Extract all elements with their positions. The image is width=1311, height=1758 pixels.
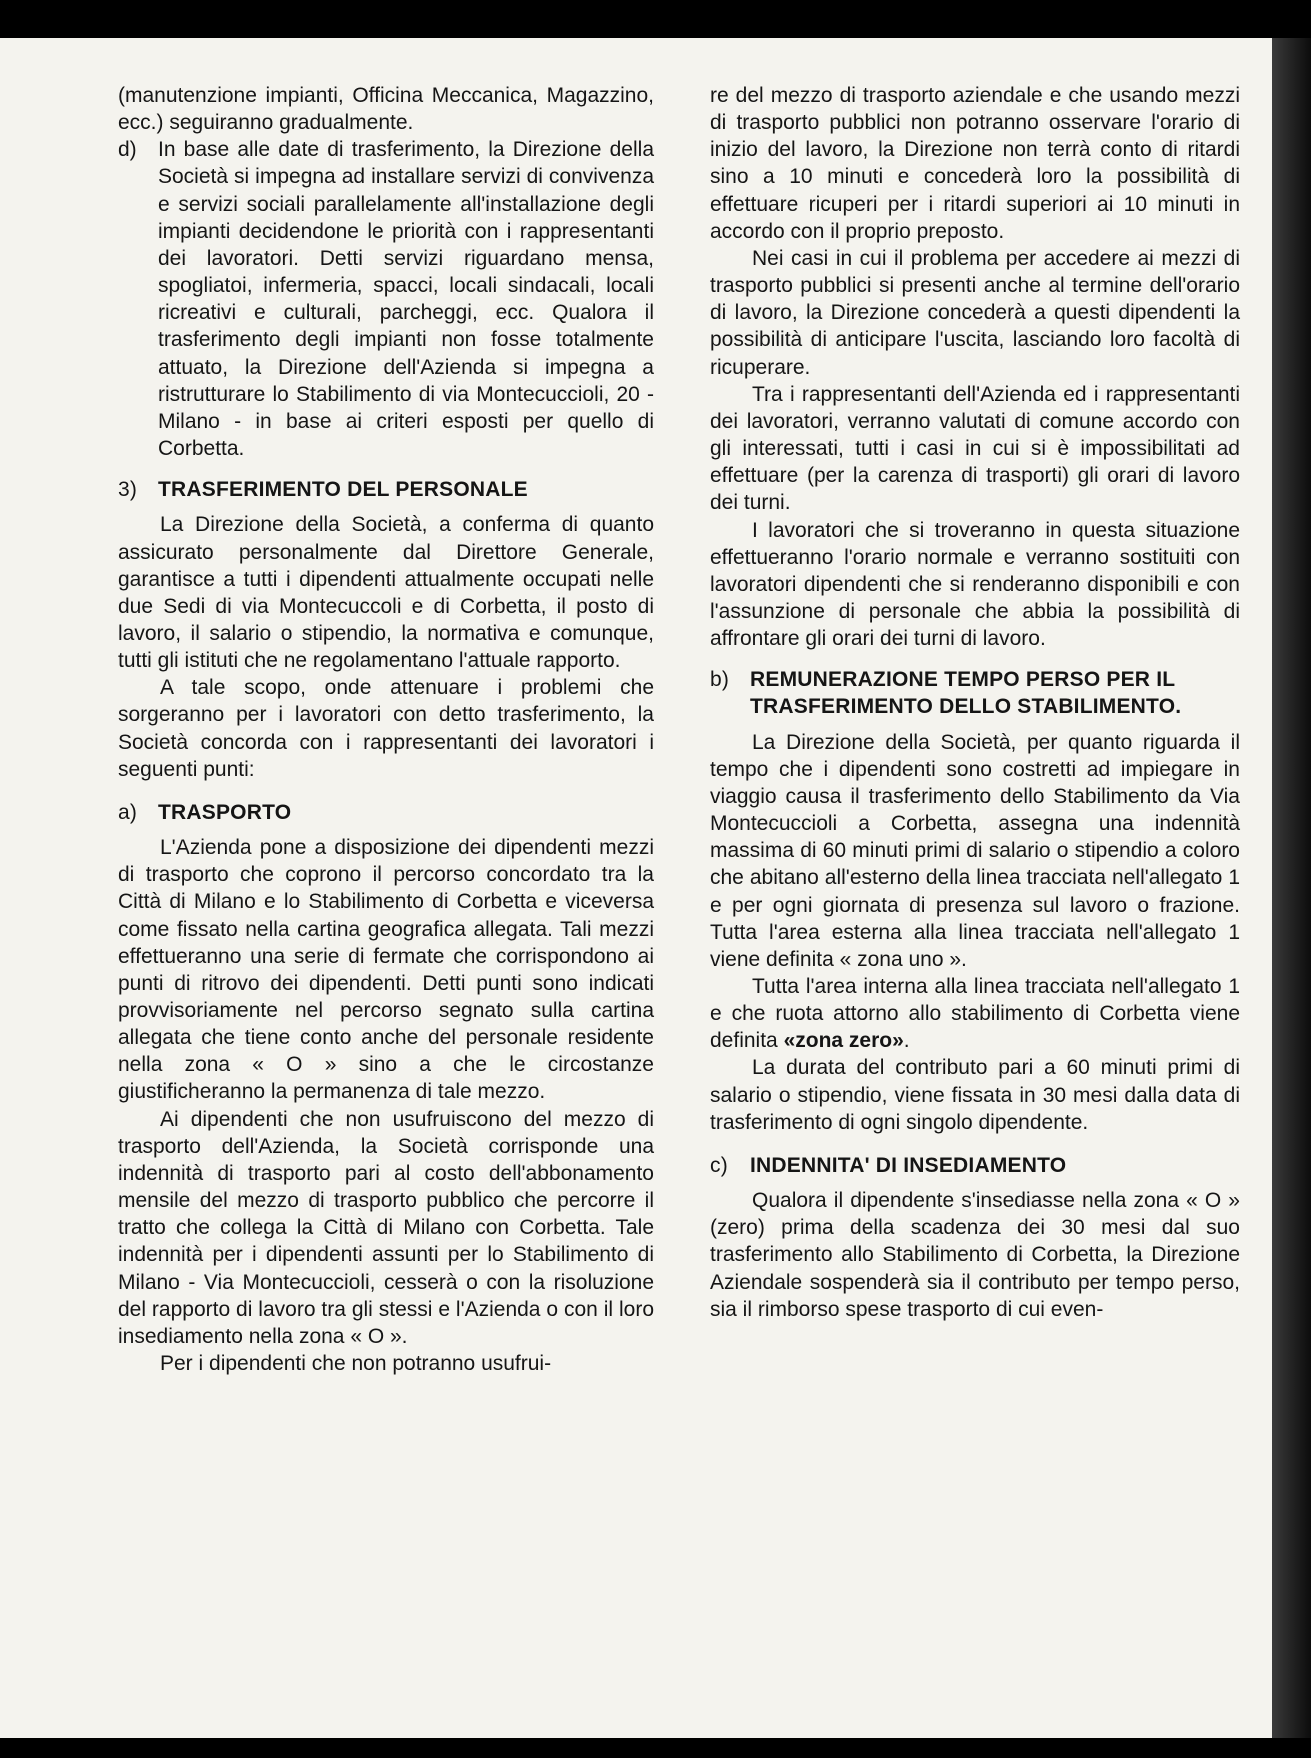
paragraph-r-3: Tra i rappresentanti dell'Azienda ed i rappresentanti dei lavoratori, verranno valutati di comune accordo con gli interessati, tutti i casi in cui si è impossibilitati ad effettuare (per la carenza di trasporti) gli orari di lavoro dei turni. [710,382,1240,515]
paragraph-b-2 [710,973,1240,1054]
zona-zero-term: «zona zero» [783,1029,904,1053]
paragraph-r-1: re del mezzo di trasporto aziendale e che usando mezzi di trasporto pubblici non potranno osservare l'orario di inizio del lavoro, la Direzione non terrà conto di ritardi sino a 10 minuti e concederà loro la possibilità di effettuare ricuperi per i ritardi superiori ai 10 minuti in accordo con il proprio preposto. [710,84,1240,243]
paragraph-b-3: La durata del contributo pari a 60 minuti primi di salario o stipendio, viene fissata in 30 mesi dalla data di trasferimento di ogni singolo dipendente. [710,1056,1240,1134]
right-column [710,82,1240,1323]
document-page [0,38,1272,1738]
paragraph-3-1: La Direzione della Società, a conferma di quanto assicurato personalmente dal Direttore Generale, garantisce a tutti i dipendenti attualmente occupati nelle due Sedi di via Montecuccoli e di Corbetta, il posto di lavoro, il salario o stipendio, la normativa e comunque, tutti gli istituti che ne regolamentano l'attuale rapporto. [118,513,654,673]
paragraph-b-1: La Direzione della Società, per quanto riguarda il tempo che i dipendenti sono costretti ad impiegare in viaggio causa il trasferimento dello Stabilimento da Via Montecuccioli a Corbetta, assegna una indennità massima di 60 minuti primi di salario o stipendio a coloro che abitano all'esterno della linea tracciata nell'allegato 1 e per ogni giornata di presenza sul lavoro o frazione. Tutta l'area esterna alla linea tracciata nell'allegato 1 viene definita « zona uno ». [710,730,1240,971]
paragraph-a-3: Per i dipendenti che non potranno usufrui- [160,1352,552,1376]
paragraph-3-2: A tale scopo, onde attenuare i problemi che sorgeranno per i lavoratori con detto trasferimento, la Società concorda con i rappresentanti dei lavoratori i seguenti punti: [118,676,654,781]
item-d-label: d) [118,138,137,162]
subsection-a-title: TRASPORTO [158,800,292,824]
subsection-b-label: b) [710,668,730,692]
subsection-a-label: a) [118,800,138,824]
section-3-heading [118,476,654,503]
item-d [118,136,654,462]
subsection-a-heading [118,799,654,826]
item-d-text: In base alle date di trasferimento, la Direzione della Società si impegna ad installare servizi di convivenza e servizi sociali parallelamente all'installazione degli impianti decidendone le priorità con i rappresentanti dei lavoratori. Detti servizi riguardano mensa, spogliatoi, infermeria, spacci, locali sindacali, locali ricreativi e culturali, parcheggi, ecc. Qualora il trasferimento degli impianti non fosse totalmente attuato, la Direzione dell'Azienda si impegna a ristrutturare lo Stabilimento di via Montecuccioli, 20 - Milano - in base ai criteri esposti per quello di Corbetta. [158,138,654,461]
paragraph-intro: (manutenzione impianti, Officina Meccanica, Magazzino, ecc.) seguiranno gradualmente. [118,84,654,135]
paragraph-r-2: Nei casi in cui il problema per accedere ai mezzi di trasporto pubblici si presenti anche al termine dell'orario di lavoro, la Direzione concederà a questi dipendenti la possibilità di anticipare l'uscita, lasciando loro facoltà di ricuperare. [710,246,1240,379]
paragraph-b-2-text: Tutta l'area interna alla linea tracciata nell'allegato 1 e che ruota attorno allo stabilimento di Corbetta viene definita [710,975,1240,1053]
subsection-c-heading [710,1152,1240,1179]
left-column [118,82,654,1377]
subsection-c-title: INDENNITA' DI INSEDIAMENTO [750,1153,1067,1177]
paragraph-a-1: L'Azienda pone a disposizione dei dipendenti mezzi di trasporto che coprono il percorso concordato tra la Città di Milano e lo Stabilimento di Corbetta e viceversa come fissato nella cartina geografica allegata. Tali mezzi effettueranno una serie di fermate che corrispondono ai punti di ritrovo dei dipendenti. Detti punti sono indicati provvisoriamente nel percorso segnato sulla cartina allegata che tiene conto anche del personale residente nella zona « O » sino a che le circostanze giustificheranno la permanenza di tale mezzo. [118,836,654,1104]
subsection-b-heading [710,666,1240,720]
paragraph-b-2-end: . [903,1029,910,1053]
section-3-label: 3) [118,478,138,502]
page-edge-shadow [1272,38,1311,1738]
subsection-b-title: REMUNERAZIONE TEMPO PERSO PER IL TRASFERIMENTO DELLO STABILIMENTO. [750,668,1182,719]
section-3-title: TRASFERIMENTO DEL PERSONALE [158,478,528,502]
paragraph-r-4: I lavoratori che si troveranno in questa situazione effettueranno l'orario normale e verranno sostituiti con lavoratori dipendenti che si renderanno disponibili e con l'assunzione di personale che abbia la possibilità di affrontare gli orari dei turni di lavoro. [710,518,1240,651]
subsection-c-label: c) [710,1153,728,1177]
paragraph-a-2: Ai dipendenti che non usufruiscono del mezzo di trasporto dell'Azienda, la Società corrisponde una indennità di trasporto pari al costo dell'abbonamento mensile del mezzo di trasporto pubblico che percorre il tratto che collega la Città di Milano con Corbetta. Tale indennità per i dipendenti assunti per lo Stabilimento di Milano - Via Montecuccioli, cesserà o con la risoluzione del rapporto di lavoro tra gli stessi e l'Azienda o con il loro insediamento nella zona « O ». [118,1107,654,1348]
paragraph-c-1: Qualora il dipendente s'insediasse nella zona « O » (zero) prima della scadenza dei 30 mesi dal suo trasferimento allo Stabilimento di Corbetta, la Direzione Aziendale sospenderà sia il contributo per tempo perso, sia il rimborso spese trasporto di cui even- [710,1189,1240,1321]
